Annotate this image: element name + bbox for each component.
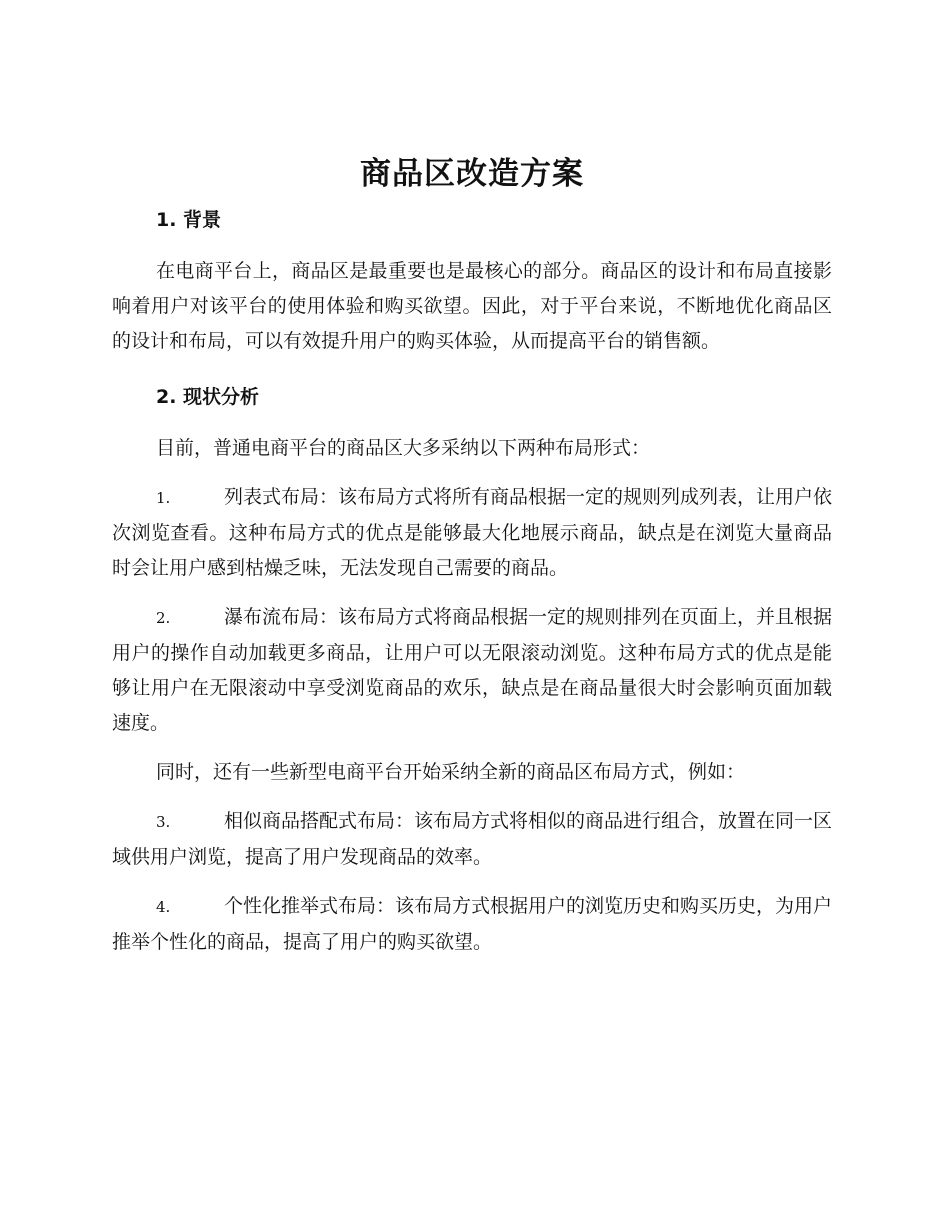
list-item-text: 瀑布流布局：该布局方式将商品根据一定的规则排列在页面上，并且根据用户的操作自动加载更多商品，让用户可以无限滚动浏览。这种布局方式的优点是能够让用户在无限滚动中享受浏览商品的欢乐，缺点是在商品量很大时会影响页面加载速度。 [112, 606, 833, 734]
list-item-number: 1. [156, 489, 171, 507]
analysis-intro-paragraph: 目前，普通电商平台的商品区大多采纳以下两种布局形式： [156, 437, 651, 459]
list-item-number: 3. [156, 813, 171, 831]
document-title: 商品区改造方案 [360, 156, 584, 192]
list-item [112, 889, 832, 960]
list-item-text: 列表式布局：该布局方式将所有商品根据一定的规则列成列表，让用户依次浏览查看。这种布局方式的优点是能够最大化地展示商品，缺点是在浏览大量商品时会让用户感到枯燥乏味，无法发现自己需要的商品。 [112, 486, 833, 579]
list-item-number: 4. [156, 898, 171, 916]
section-heading-analysis: 2. 现状分析 [156, 386, 260, 408]
list-item-number: 2. [156, 609, 171, 627]
analysis-second-intro-paragraph: 同时，还有一些新型电商平台开始采纳全新的商品区布局方式，例如： [156, 761, 746, 783]
list-item [112, 804, 832, 875]
list-item [112, 480, 832, 586]
list-item-text: 相似商品搭配式布局：该布局方式将相似的商品进行组合，放置在同一区域供用户浏览，提高了用户发现商品的效率。 [112, 810, 833, 868]
list-item-text: 个性化推举式布局：该布局方式根据用户的浏览历史和购买历史，为用户推举个性化的商品，提高了用户的购买欲望。 [112, 895, 833, 953]
document-page [112, 150, 832, 974]
list-item [112, 600, 832, 741]
background-paragraph: 在电商平台上，商品区是最重要也是最核心的部分。商品区的设计和布局直接影响着用户对该平台的使用体验和购买欲望。因此，对于平台来说，不断地优化商品区的设计和布局，可以有效提升用户的购买体验，从而提高平台的销售额。 [112, 260, 832, 352]
section-heading-background: 1. 背景 [156, 209, 222, 231]
